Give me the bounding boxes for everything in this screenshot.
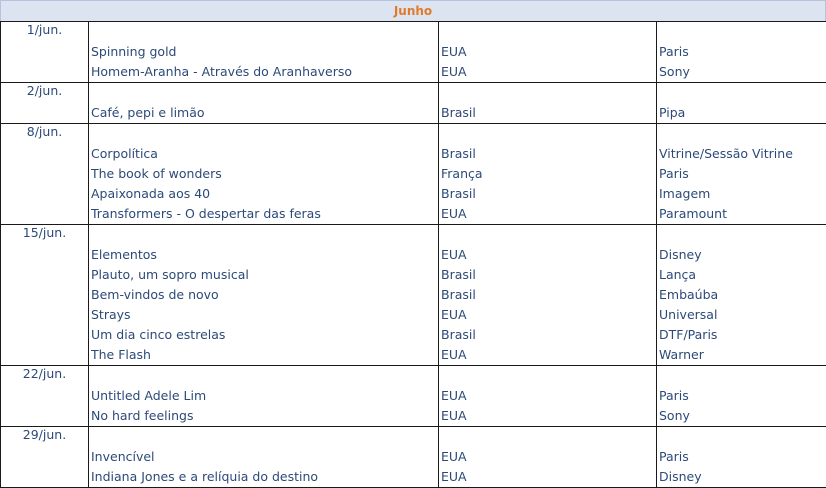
title-cell — [89, 225, 439, 366]
film-title[interactable]: Apaixonada aos 40 — [91, 186, 211, 201]
film-title[interactable]: The Flash — [91, 347, 151, 362]
film-distributor[interactable]: Disney — [659, 247, 702, 262]
film-title[interactable]: Um dia cinco estrelas — [91, 327, 226, 342]
film-distributor[interactable]: Paramount — [659, 206, 728, 221]
film-country[interactable]: EUA — [441, 449, 467, 464]
title-cell — [89, 427, 439, 488]
distributor-cell — [657, 427, 826, 488]
country-cell — [439, 366, 657, 427]
film-title[interactable]: Plauto, um sopro musical — [91, 267, 249, 282]
film-country[interactable]: EUA — [441, 64, 467, 79]
release-table — [0, 21, 826, 488]
distributor-cell — [657, 366, 826, 427]
date-group-row — [1, 427, 826, 488]
film-country[interactable]: EUA — [441, 307, 467, 322]
film-country[interactable]: EUA — [441, 388, 467, 403]
film-distributor[interactable]: Imagem — [659, 186, 711, 201]
film-title[interactable]: Corpolítica — [91, 146, 158, 161]
film-distributor[interactable]: DTF/Paris — [659, 327, 718, 342]
month-title: Junho — [393, 4, 433, 18]
film-title[interactable]: Transformers - O despertar das feras — [91, 206, 321, 221]
film-title[interactable]: Indiana Jones e a relíquia do destino — [91, 469, 319, 484]
film-distributor[interactable]: Lança — [659, 267, 697, 282]
film-country[interactable]: EUA — [441, 469, 467, 484]
country-cell — [439, 124, 657, 225]
film-distributor[interactable]: Pipa — [659, 105, 686, 120]
distributor-cell — [657, 225, 826, 366]
film-title[interactable]: Spinning gold — [91, 44, 177, 59]
date-group-row — [1, 124, 826, 225]
distributor-cell — [657, 22, 826, 83]
film-distributor[interactable]: Sony — [659, 64, 690, 79]
film-country[interactable]: Brasil — [441, 287, 476, 302]
release-date[interactable]: 1/jun. — [1, 22, 89, 83]
film-title[interactable]: Invencível — [91, 449, 155, 464]
film-distributor[interactable]: Paris — [659, 44, 689, 59]
film-distributor[interactable]: Warner — [659, 347, 704, 362]
film-country[interactable]: EUA — [441, 408, 467, 423]
title-cell — [89, 22, 439, 83]
country-cell — [439, 83, 657, 124]
film-country[interactable]: Brasil — [441, 267, 476, 282]
film-country[interactable]: França — [441, 166, 483, 181]
release-date[interactable]: 15/jun. — [1, 225, 89, 366]
release-date[interactable]: 8/jun. — [1, 124, 89, 225]
release-date[interactable]: 29/jun. — [1, 427, 89, 488]
film-distributor[interactable]: Paris — [659, 166, 689, 181]
release-date[interactable]: 2/jun. — [1, 83, 89, 124]
film-distributor[interactable]: Embaúba — [659, 287, 719, 302]
film-distributor[interactable]: Paris — [659, 388, 689, 403]
distributor-cell — [657, 83, 826, 124]
film-title[interactable]: The book of wonders — [91, 166, 222, 181]
film-title[interactable]: Café, pepi e limão — [91, 105, 205, 120]
date-group-row — [1, 22, 826, 83]
release-date[interactable]: 22/jun. — [1, 366, 89, 427]
film-country[interactable]: EUA — [441, 206, 467, 221]
film-distributor[interactable]: Universal — [659, 307, 718, 322]
film-title[interactable]: No hard feelings — [91, 408, 194, 423]
country-cell — [439, 225, 657, 366]
title-cell — [89, 83, 439, 124]
film-country[interactable]: Brasil — [441, 105, 476, 120]
date-group-row — [1, 83, 826, 124]
film-country[interactable]: Brasil — [441, 327, 476, 342]
film-title[interactable]: Elementos — [91, 247, 157, 262]
film-country[interactable]: EUA — [441, 347, 467, 362]
title-cell — [89, 124, 439, 225]
date-group-row — [1, 366, 826, 427]
film-title[interactable]: Strays — [91, 307, 131, 322]
film-country[interactable]: Brasil — [441, 186, 476, 201]
film-title[interactable]: Bem-vindos de novo — [91, 287, 219, 302]
date-group-row — [1, 225, 826, 366]
film-country[interactable]: Brasil — [441, 146, 476, 161]
country-cell — [439, 427, 657, 488]
title-cell — [89, 366, 439, 427]
film-country[interactable]: EUA — [441, 44, 467, 59]
country-cell — [439, 22, 657, 83]
month-header — [0, 0, 826, 22]
film-distributor[interactable]: Disney — [659, 469, 702, 484]
film-distributor[interactable]: Paris — [659, 449, 689, 464]
distributor-cell — [657, 124, 826, 225]
film-title[interactable]: Homem-Aranha - Através do Aranhaverso — [91, 64, 353, 79]
film-distributor[interactable]: Vitrine/Sessão Vitrine — [659, 146, 793, 161]
film-distributor[interactable]: Sony — [659, 408, 690, 423]
film-country[interactable]: EUA — [441, 247, 467, 262]
film-title[interactable]: Untitled Adele Lim — [91, 388, 207, 403]
